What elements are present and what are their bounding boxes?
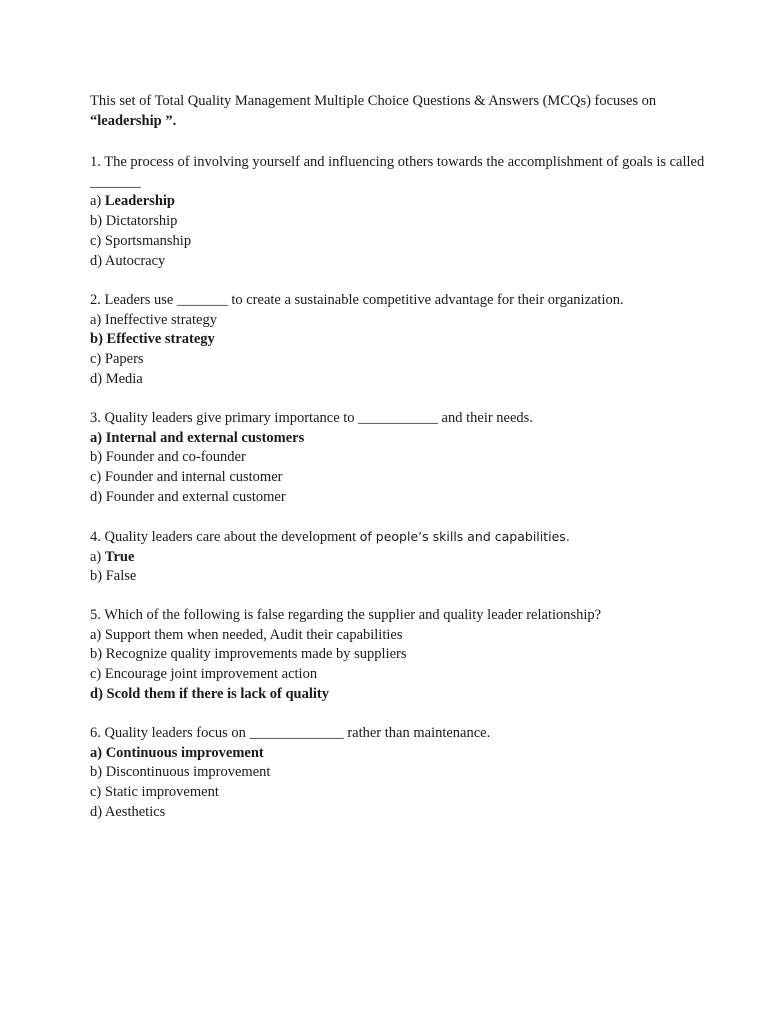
question-3: [90, 409, 730, 508]
question-2: [90, 291, 730, 390]
option-a: a) Ineffective strategy: [90, 311, 217, 328]
question-stem: [90, 527, 730, 548]
option-c: c) Papers: [90, 351, 144, 368]
option-b: b) Founder and co-founder: [90, 449, 246, 466]
question-stem: 3. Quality leaders give primary importance to ___________ and their needs.: [90, 410, 533, 426]
option-b: b) Discontinuous improvement: [90, 764, 271, 781]
option-a-correct: a) Continuous improvement: [90, 744, 264, 761]
option-b: b) Dictatorship: [90, 213, 178, 230]
question-stem-part-1: 4. Quality leaders care about the development: [90, 529, 360, 545]
question-1: [90, 153, 730, 271]
option-prefix: a): [90, 193, 105, 210]
answer-text: True: [104, 548, 135, 565]
option-d: d) Autocracy: [90, 252, 166, 269]
intro-topic: “leadership ”.: [90, 113, 177, 129]
question-stem-part-2: of people’s skills and capabilities.: [359, 529, 570, 544]
option-b: b) False: [90, 568, 137, 585]
option-d-correct: d) Scold them if there is lack of quality: [90, 685, 329, 702]
option-d: d) Founder and external customer: [90, 488, 286, 505]
option-c: c) Encourage joint improvement action: [90, 666, 318, 683]
option-a-correct: a) Internal and external customers: [90, 429, 305, 446]
question-stem: 6. Quality leaders focus on _____________ rather than maintenance.: [90, 725, 491, 741]
intro-paragraph: [90, 91, 730, 131]
option-a: a) Support them when needed, Audit their capabilities: [90, 626, 403, 643]
question-6: [90, 724, 730, 823]
question-stem: 1. The process of involving yourself and influencing others towards the accomplishment of goals is called _______: [90, 154, 705, 190]
option-prefix: a): [90, 548, 105, 565]
option-c: c) Static improvement: [90, 784, 219, 801]
question-stem: 2. Leaders use _______ to create a sustainable competitive advantage for their organization.: [90, 292, 624, 308]
option-d: d) Media: [90, 370, 143, 387]
option-c: c) Sportsmanship: [90, 232, 192, 249]
question-4: [90, 527, 730, 587]
question-stem: 5. Which of the following is false regarding the supplier and quality leader relationship?: [90, 607, 602, 623]
option-c: c) Founder and internal customer: [90, 469, 283, 486]
option-a-correct: [90, 192, 730, 212]
answer-text: Leadership: [104, 193, 175, 210]
option-b-correct: b) Effective strategy: [90, 331, 215, 348]
option-a-correct: [90, 548, 730, 568]
question-5: [90, 606, 730, 705]
intro-text: This set of Total Quality Management Multiple Choice Questions & Answers (MCQs) focuses on: [90, 93, 657, 109]
option-d: d) Aesthetics: [90, 803, 166, 820]
option-b: b) Recognize quality improvements made by suppliers: [90, 646, 407, 663]
